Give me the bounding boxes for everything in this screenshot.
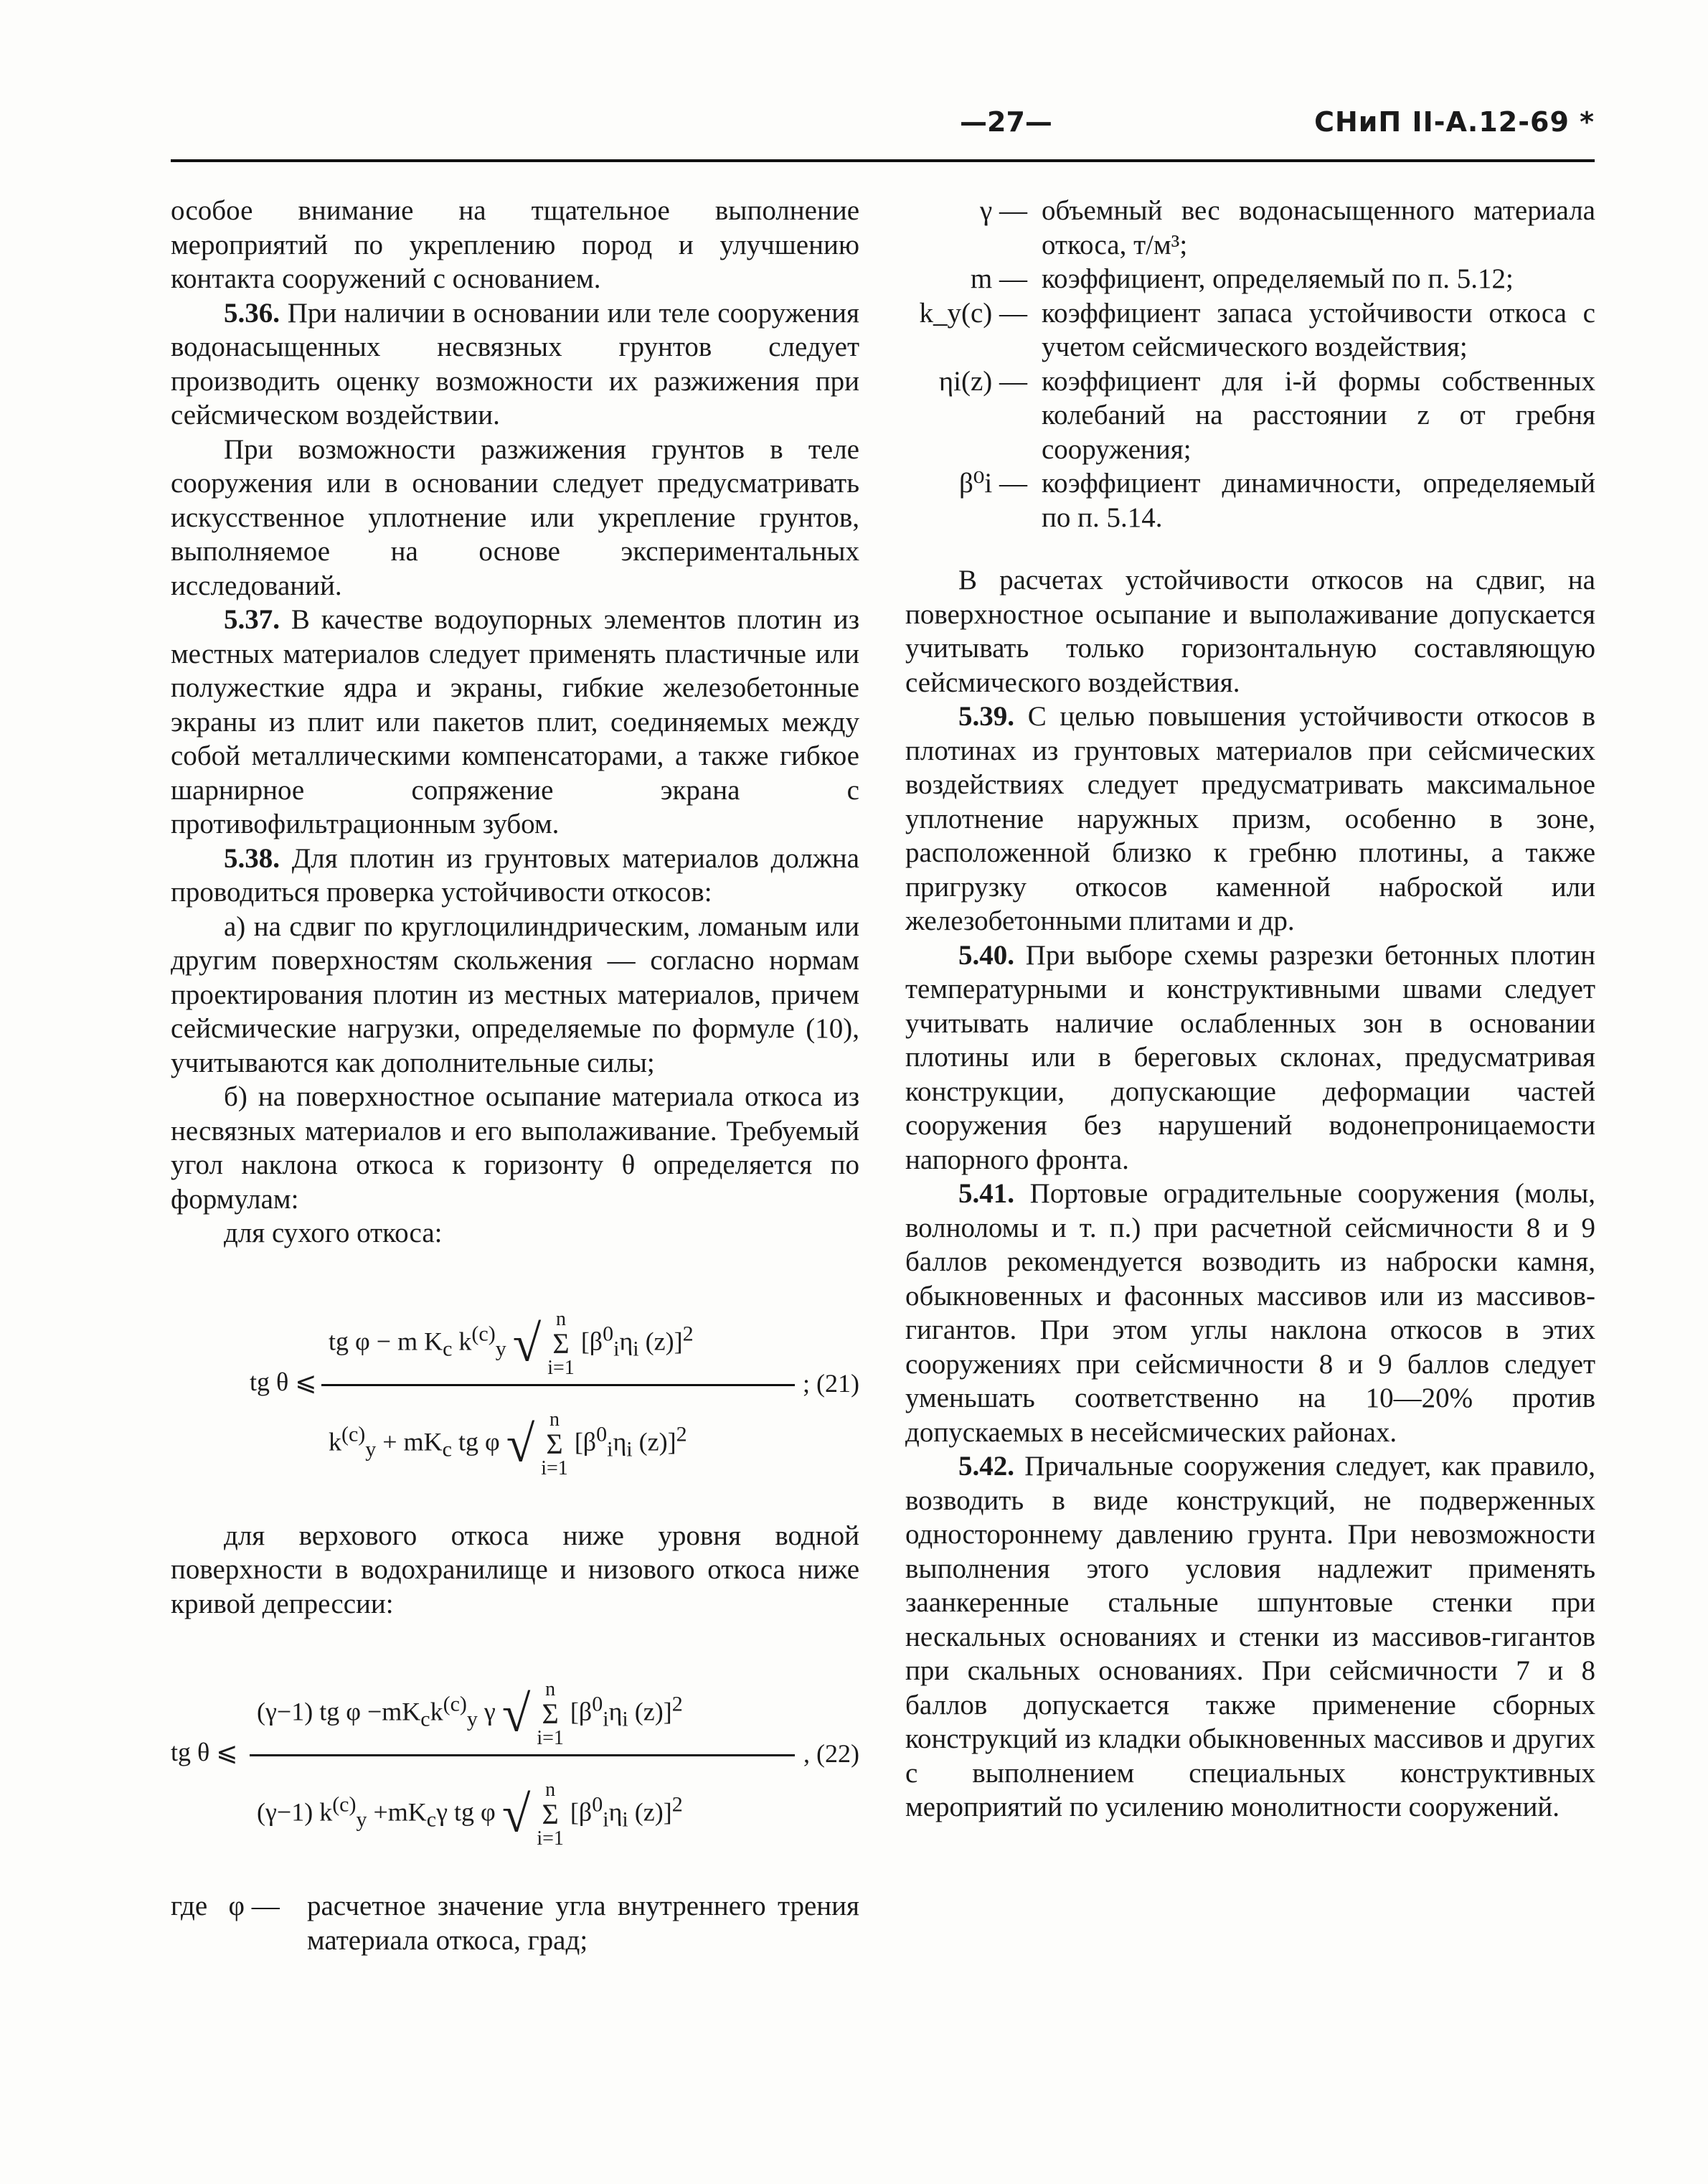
formula-21 <box>171 1266 859 1503</box>
page-number: —27— <box>960 106 1052 138</box>
definition-symbol: m — <box>970 263 1027 294</box>
sqrt-icon: √ <box>506 1414 535 1472</box>
definition-symbol: γ — <box>980 195 1027 226</box>
definition-text: объемный вес водонасыщенного материала откоса, т/м³; <box>1042 195 1595 260</box>
definition-phi <box>171 1889 859 1957</box>
clause-number: 5.37. <box>224 604 280 635</box>
list-item-a: а) на сдвиг по круглоцилиндрическим, ломаным или другим поверхностям скольжения — согласно нормам проектирования плотин из местных материалов, причем сейсмические нагрузки, определяемые по формуле (10), учитываются как дополнительные силы; <box>171 910 859 1078</box>
clause-5-38 <box>171 842 859 910</box>
sum-symbol: n Σ i=1 <box>537 1779 564 1850</box>
formula-caption: для сухого откоса: <box>224 1218 443 1248</box>
formula-denominator: (γ−1) $k^{(c)}_y +mK_c\gamma$ tg φ √ n Σ i=1 [$\beta^0_i\eta_i$ (z)]$^2$ <box>257 1779 683 1850</box>
definition-symbol: β⁰i — <box>958 468 1027 499</box>
clause-text: Для плотин из грунтовых материалов должна проводиться проверка устойчивости откосов: <box>171 842 859 908</box>
spacer <box>905 535 1595 563</box>
sqrt-icon: √ <box>501 1685 531 1743</box>
clause-number: 5.42. <box>958 1451 1014 1482</box>
definition-text: коэффициент, определяемый по п. 5.12; <box>1042 263 1514 294</box>
right-column <box>905 194 1595 1825</box>
paragraph: особое внимание на тщательное выполнение мероприятий по укреплению пород и улучшению контакта сооружений с основанием. <box>171 195 859 294</box>
formula-lhs: tg θ ⩽ <box>250 1367 317 1396</box>
definition-symbol: где φ — <box>171 1891 280 1921</box>
clause-5-37 <box>171 603 859 842</box>
sum-symbol: n Σ i=1 <box>547 1307 575 1379</box>
clause-text: При выборе схемы разрезки бетонных плотин температурными и конструктивными швами следует учитывать наличие ослабленных зон в основании плотины или в береговых склонах, предусматривая конструкции, допускающие деформации частей сооружения без нарушений водонепроницаемости напорного фронта. <box>905 939 1595 1175</box>
fraction-bar <box>321 1384 795 1386</box>
definition-text: коэффициент запаса устойчивости откоса с учетом сейсмического воздействия; <box>1042 297 1595 362</box>
definition-beta <box>905 466 1595 535</box>
definition-eta <box>905 364 1595 467</box>
clause-5-36 <box>171 296 859 433</box>
formula-numerator: (γ−1) tg $\varphi -mK_ck^{(c)}_y$ γ √ n Σ i=1 [$\beta^0_i\eta_i$ (z)]$^2$ <box>257 1678 683 1749</box>
formula-denominator: $k^{(c)}_y + mK_c$ tg φ √ n Σ i=1 [$\beta^0_i\eta_i$ (z)]$^2$ <box>329 1408 687 1479</box>
sqrt-icon: √ <box>501 1785 531 1843</box>
paragraph: В расчетах устойчивости откосов на сдвиг, на поверхностное осыпание и выполаживание допускается учитывать только горизонтальную составляющую сейсмического воздействия. <box>905 565 1595 698</box>
clause-text: Причальные сооружения следует, как правило, возводить в виде конструкций, не подверженных одностороннему давлению грунта. При невозможности выполнения этого условия надлежит применять заанкеренные стальные шпунтовые стенки при нескальных основаниях и стенки из массивов-гигантов при скальных основаниях. При сейсмичности 7 и 8 баллов допускается также применение сборных конструкций из кладки обыкновенных массивов и других с выполнением специальных конструктивных мероприятий по усилению монолитности сооружений. <box>905 1451 1595 1822</box>
header-rule <box>171 159 1595 162</box>
definition-symbol: k_y(c) — <box>919 297 1027 329</box>
equation-number: ; (21) <box>803 1368 859 1398</box>
clause-number: 5.40. <box>958 939 1014 971</box>
clause-number: 5.41. <box>958 1178 1014 1209</box>
clause-number: 5.38. <box>224 842 280 874</box>
clause-5-40 <box>905 938 1595 1177</box>
clause-5-42 <box>905 1449 1595 1825</box>
definition-m <box>905 262 1595 296</box>
formula-numerator: tg φ − m $K_c$ $k^{(c)}_y$ √ n Σ i=1 [$\beta^0_i\eta_i$ (z)]$^2$ <box>329 1307 694 1379</box>
page-header <box>171 106 1595 149</box>
formula-22 <box>171 1637 859 1873</box>
clause-number: 5.36. <box>224 297 280 329</box>
paragraph: При возможности разжижения грунтов в теле сооружения или в основании следует предусматривать искусственное уплотнение или укрепление грунтов, выполняемое на основе экспериментальных исследований. <box>171 433 859 601</box>
clause-text: С целью повышения устойчивости откосов в плотинах из грунтовых материалов при сейсмических воздействиях следует предусматривать максимальное уплотнение наружных призм, особенно в зоне, расположенной близко к гребню плотины, а также пригрузку откосов каменной наброской или железобетонными плитами и др. <box>905 701 1595 936</box>
definition-text: коэффициент для i-й формы собственных колебаний на расстоянии z от гребня сооружения; <box>1042 365 1595 465</box>
formula-lhs: tg θ ⩽ <box>171 1738 238 1766</box>
document-code: СНиП II-А.12-69 * <box>1314 106 1595 138</box>
formula-caption: для верхового откоса ниже уровня водной поверхности в водохранилище и низового откоса ниже кривой депрессии: <box>171 1520 859 1619</box>
clause-text: В качестве водоупорных элементов плотин из местных материалов следует применять пластичные или полужесткие ядра и экраны, гибкие железобетонные экраны из плит или пакетов плит, соединяемых между собой металлическими компенсаторами, а также гибкое шарнирное сопряжение экрана с противофильтрационным зубом. <box>171 604 859 839</box>
equation-number: , (22) <box>803 1739 859 1768</box>
clause-text: При наличии в основании или теле сооружения водонасыщенных несвязных грунтов следует производить оценку возможности их разжижения при сейсмическом воздействии. <box>171 297 859 430</box>
left-column <box>171 194 859 1957</box>
definition-k <box>905 296 1595 364</box>
clause-text: Портовые оградительные сооружения (молы, волноломы и т. п.) при расчетной сейсмичности 8 и 9 баллов рекомендуется возводить из наброски камня, обыкновенных и фасонных массивов или из массивов-гигантов. При этом углы наклона откосов в этих сооружениях при сейсмичности 8 и 9 баллов следует уменьшать соответственно на 10—20% против допускаемых в несейсмических районах. <box>905 1178 1595 1448</box>
definition-symbol: ηi(z) — <box>938 365 1027 397</box>
list-item-b: б) на поверхностное осыпание материала откоса из несвязных материалов и его выполаживание. Требуемый угол наклона откоса к горизонту θ определяется по формулам: <box>171 1081 859 1215</box>
clause-5-39 <box>905 700 1595 938</box>
sqrt-icon: √ <box>512 1314 542 1372</box>
sum-symbol: n Σ i=1 <box>541 1408 568 1479</box>
definition-text: расчетное значение угла внутреннего трения материала откоса, град; <box>307 1891 859 1956</box>
sum-symbol: n Σ i=1 <box>537 1678 564 1749</box>
clause-5-41 <box>905 1177 1595 1449</box>
definitions-list <box>905 194 1595 535</box>
definition-text: коэффициент динамичности, определяемый по п. 5.14. <box>1042 468 1595 533</box>
definition-gamma <box>905 194 1595 262</box>
fraction-bar <box>250 1754 795 1756</box>
clause-number: 5.39. <box>958 701 1014 732</box>
